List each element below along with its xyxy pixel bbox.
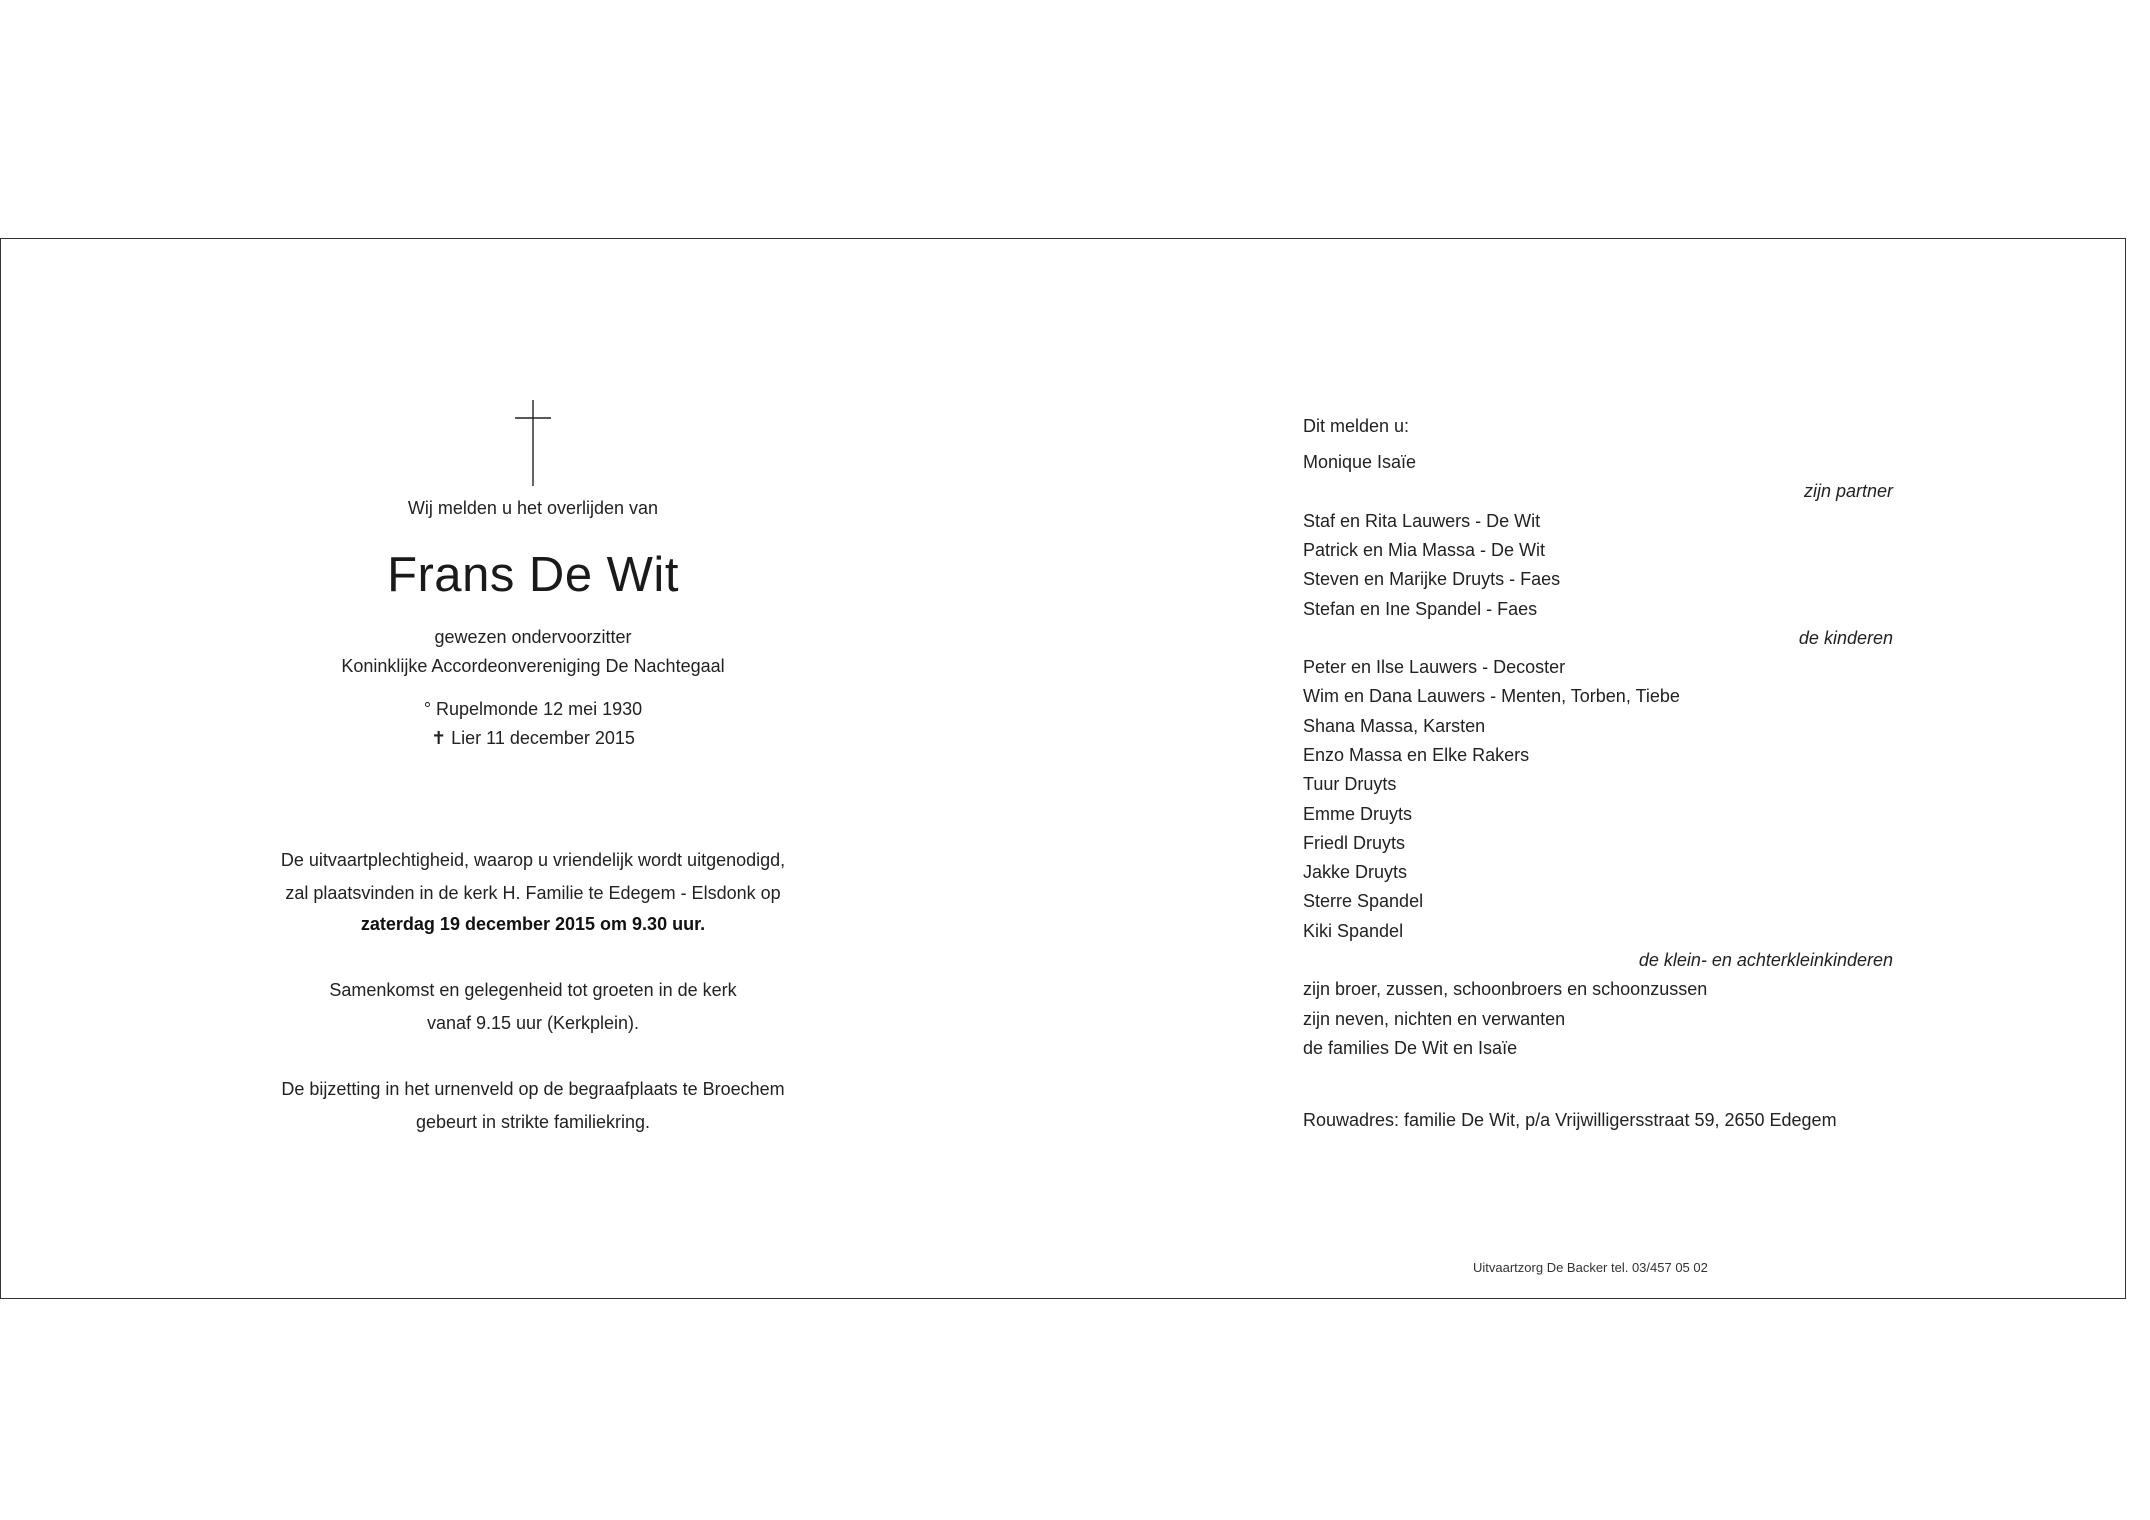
relatives-entry: zijn broer, zussen, schoonbroers en schoonzussen <box>1303 979 1708 999</box>
ceremony-line-1: De uitvaartplechtigheid, waarop u vriendelijk wordt uitgenodigd, <box>280 850 786 870</box>
child-entry: Steven en Marijke Druyts - Faes <box>1303 569 1561 589</box>
gathering-line-2: vanaf 9.15 uur (Kerkplein). <box>426 1013 640 1033</box>
grandchild-entry: Friedl Druyts <box>1303 833 1406 853</box>
gathering-line-1: Samenkomst en gelegenheid tot groeten in de kerk <box>329 980 737 1000</box>
deceased-name: Frans De Wit <box>387 548 679 602</box>
relatives-entry: de families De Wit en Isaïe <box>1303 1038 1518 1058</box>
relatives-entry: zijn neven, nichten en verwanten <box>1303 1009 1566 1029</box>
grandchild-entry: Enzo Massa en Elke Rakers <box>1303 745 1530 765</box>
child-entry: Staf en Rita Lauwers - De Wit <box>1303 511 1541 531</box>
grandchild-entry: Jakke Druyts <box>1303 862 1408 882</box>
ceremony-date: zaterdag 19 december 2015 om 9.30 uur. <box>360 914 706 934</box>
partner-label: zijn partner <box>1803 481 1893 501</box>
grandchild-entry: Tuur Druyts <box>1303 774 1397 794</box>
burial-line-1: De bijzetting in het urnenveld op de begraafplaats te Broechem <box>281 1079 785 1099</box>
mourners-panel <box>1303 239 1893 1298</box>
undertaker-footer: Uitvaartzorg De Backer tel. 03/457 05 02 <box>1473 1260 1708 1275</box>
notice-left-panel <box>1 239 1065 1298</box>
cross-icon <box>515 400 551 486</box>
mourning-address: Rouwadres: familie De Wit, p/a Vrijwilligersstraat 59, 2650 Edegem <box>1303 1110 1837 1130</box>
grandchild-entry: Shana Massa, Karsten <box>1303 716 1486 736</box>
grandchild-entry: Kiki Spandel <box>1303 921 1404 941</box>
children-label: de kinderen <box>1798 628 1893 648</box>
grandchild-entry: Wim en Dana Lauwers - Menten, Torben, Tiebe <box>1303 686 1680 706</box>
grandchildren-label: de klein- en achterkleinkinderen <box>1638 950 1893 970</box>
ceremony-line-2: zal plaatsvinden in de kerk H. Familie te Edegem - Elsdonk op <box>285 883 781 903</box>
grandchild-entry: Peter en Ilse Lauwers - Decoster <box>1303 657 1566 677</box>
child-entry: Stefan en Ine Spandel - Faes <box>1303 599 1538 619</box>
child-entry: Patrick en Mia Massa - De Wit <box>1303 540 1546 560</box>
burial-line-2: gebeurt in strikte familiekring. <box>415 1112 651 1132</box>
death-line: ✝ Lier 11 december 2015 <box>431 728 635 748</box>
partner-name: Monique Isaïe <box>1303 452 1417 472</box>
grandchild-entry: Emme Druyts <box>1303 804 1413 824</box>
role-line-2: Koninklijke Accordeonvereniging De Nachtegaal <box>341 656 725 676</box>
role-line-1: gewezen ondervoorzitter <box>434 627 632 647</box>
intro-text: Wij melden u het overlijden van <box>407 498 659 518</box>
grandchild-entry: Sterre Spandel <box>1303 891 1424 911</box>
mourners-heading: Dit melden u: <box>1303 416 1410 436</box>
birth-line: ° Rupelmonde 12 mei 1930 <box>423 699 643 719</box>
death-notice-card <box>0 238 2126 1299</box>
